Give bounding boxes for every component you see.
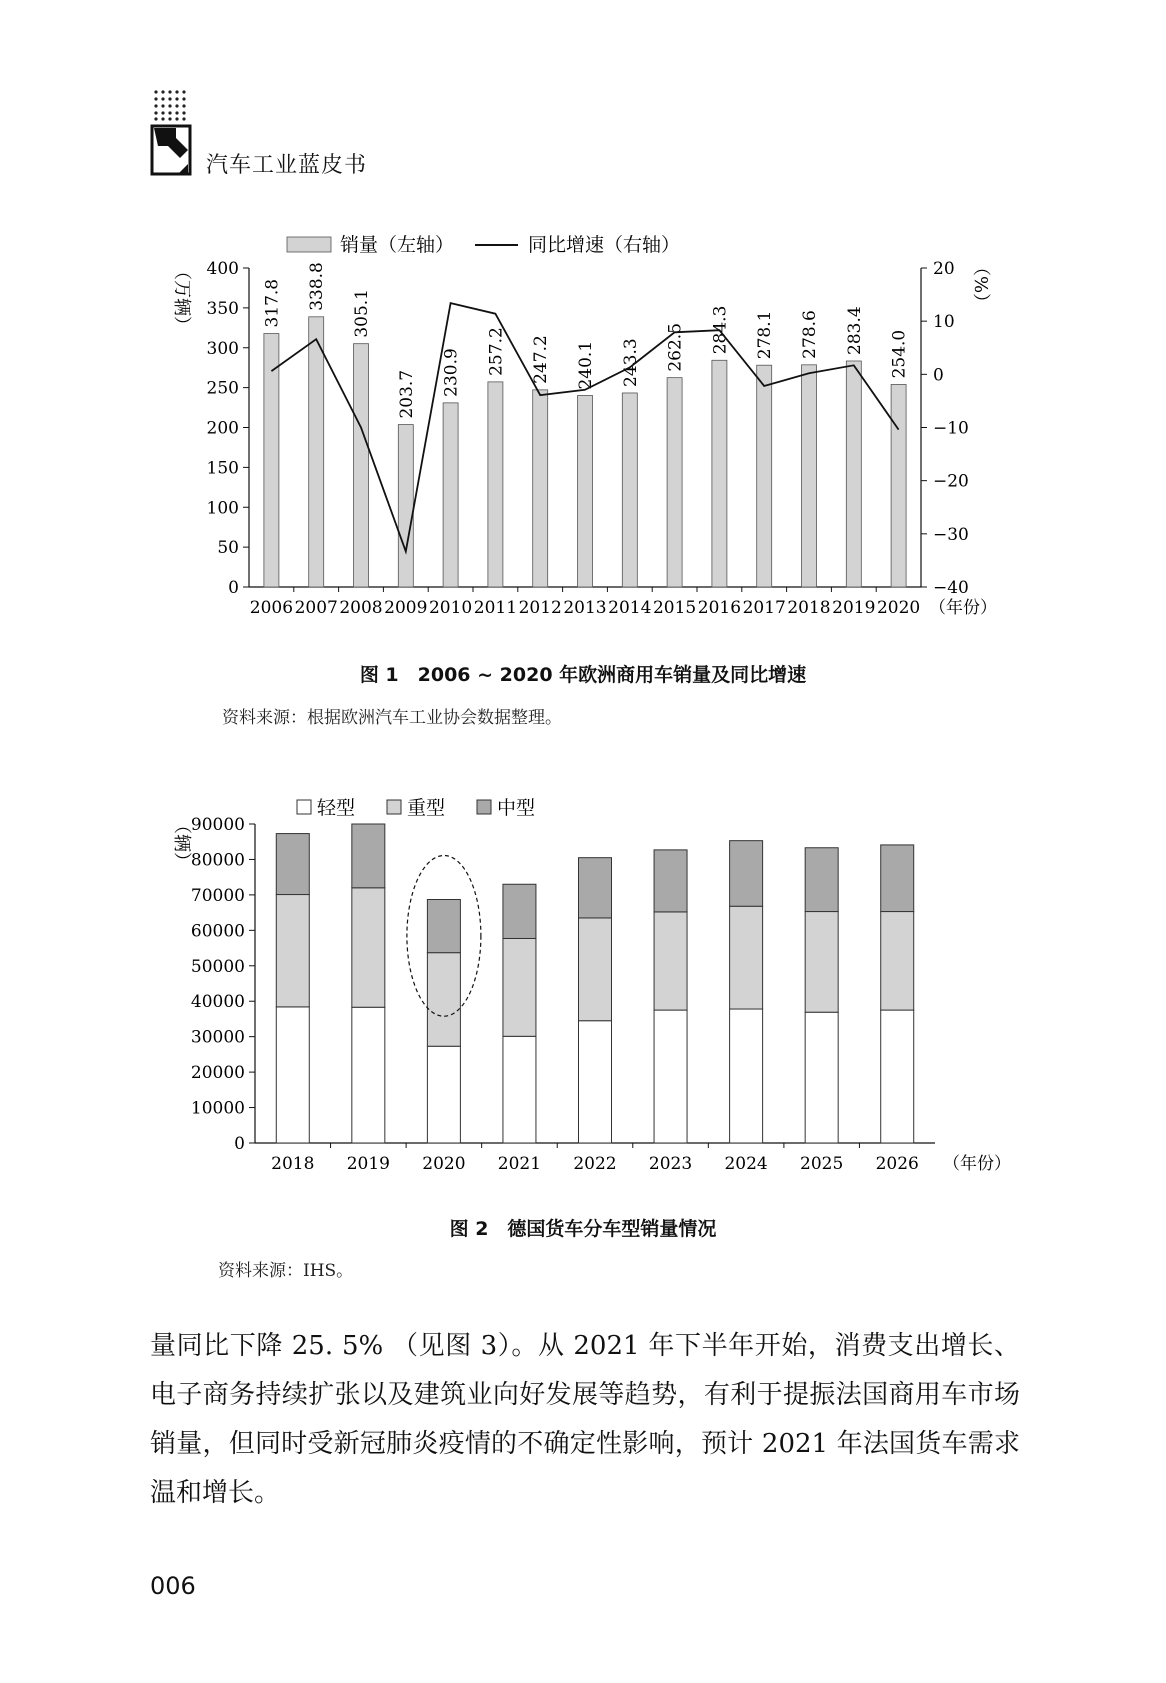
right-tick-label: −20 — [933, 471, 969, 492]
legend-line-label: 同比增速（右轴） — [528, 234, 681, 256]
sales-bar-label-2006: 317.8 — [262, 278, 283, 328]
x-tick-label: 2011 — [473, 598, 518, 618]
legend-label-轻型: 轻型 — [317, 797, 356, 819]
left-tick-label: 150 — [206, 458, 239, 479]
x-tick-label: 2022 — [573, 1154, 617, 1174]
bar-轻型-2026 — [881, 1010, 914, 1143]
sales-bar-label-2019: 283.4 — [844, 306, 865, 355]
sales-bar-2014 — [622, 393, 637, 587]
sales-bar-label-2017: 278.1 — [755, 310, 776, 360]
bar-中型-2018 — [276, 834, 309, 895]
x-tick-label: 2020 — [422, 1154, 466, 1174]
left-tick-label: 350 — [206, 298, 239, 319]
y-tick-label: 20000 — [190, 1063, 245, 1084]
sales-bar-2013 — [578, 396, 593, 587]
sales-bar-2006 — [264, 334, 279, 587]
right-tick-label: 0 — [933, 365, 944, 386]
x-tick-label: 2016 — [697, 598, 742, 618]
x-tick-label: 2015 — [652, 598, 697, 618]
sales-bar-2016 — [712, 360, 727, 587]
x-tick-label: 2018 — [271, 1154, 315, 1174]
sales-bar-2020 — [891, 384, 906, 587]
right-tick-label: −40 — [933, 578, 969, 598]
bar-重型-2021 — [503, 938, 536, 1036]
y-tick-label: 30000 — [190, 1027, 245, 1048]
right-tick-label: 10 — [933, 312, 955, 333]
sales-bar-2007 — [309, 317, 324, 587]
x-tick-label: 2024 — [724, 1154, 768, 1174]
bar-中型-2020 — [427, 899, 460, 952]
bar-重型-2025 — [805, 912, 838, 1013]
bar-中型-2022 — [579, 858, 612, 918]
figure1-source: 资料来源：根据欧洲汽车工业协会数据整理。 — [222, 708, 562, 728]
bar-轻型-2024 — [730, 1009, 763, 1143]
chart-sales-and-growth — [171, 234, 997, 618]
sales-bar-2017 — [757, 365, 772, 587]
book-title: 汽车工业蓝皮书 — [206, 153, 368, 178]
y-tick-label: 40000 — [190, 992, 245, 1013]
bar-轻型-2019 — [352, 1007, 385, 1143]
y-tick-label: 70000 — [190, 885, 245, 906]
sales-bar-label-2009: 203.7 — [396, 369, 417, 419]
x-tick-label: 2025 — [800, 1154, 844, 1174]
x-tick-label: 2008 — [339, 598, 383, 618]
right-tick-label: 20 — [933, 259, 955, 279]
sales-bar-label-2011: 257.2 — [486, 327, 507, 376]
bar-重型-2019 — [352, 888, 385, 1007]
x-tick-label: 2023 — [648, 1154, 693, 1174]
bar-轻型-2023 — [654, 1010, 687, 1143]
page-number: 006 — [150, 1572, 196, 1600]
bar-轻型-2025 — [805, 1012, 838, 1143]
sales-bar-2012 — [533, 390, 548, 587]
sales-bar-label-2007: 338.8 — [307, 262, 328, 311]
y-tick-label: 60000 — [190, 921, 245, 942]
sales-bar-label-2018: 278.6 — [800, 310, 820, 359]
sales-bar-label-2015: 262.5 — [665, 322, 686, 372]
bar-轻型-2018 — [276, 1007, 309, 1143]
left-tick-label: 250 — [206, 378, 239, 399]
bar-中型-2025 — [805, 848, 838, 912]
x-tick-label: 2021 — [497, 1154, 542, 1174]
right-axis-label: （%） — [970, 258, 991, 312]
right-tick-label: −10 — [933, 418, 969, 439]
x-axis-label: （年份） — [943, 1154, 1011, 1174]
left-axis-label: （万辆） — [171, 262, 192, 334]
sales-bar-2019 — [846, 361, 861, 587]
x-tick-label: 2026 — [875, 1154, 919, 1174]
bar-轻型-2022 — [579, 1021, 612, 1143]
legend-label-重型: 重型 — [407, 797, 446, 819]
body-paragraph: 量同比下降 25. 5% （见图 3）。从 2021 年下半年开始，消费支出增长、电子商务持续扩张以及建筑业向好发展等趋势，有利于提振法国商用车市场销量，但同时受新冠肺炎疫情的不确定性影响，预计 2021 年法国货车需求温和增长。 — [150, 1331, 1020, 1508]
left-tick-label: 100 — [206, 498, 239, 519]
sales-bar-2018 — [802, 365, 817, 587]
sales-bar-label-2020: 254.0 — [889, 329, 910, 379]
bar-中型-2026 — [881, 845, 914, 912]
x-tick-label: 2014 — [608, 598, 652, 618]
x-tick-label: 2017 — [742, 598, 786, 618]
left-tick-label: 200 — [206, 418, 239, 439]
legend-swatch-轻型 — [297, 800, 311, 814]
sales-bar-2015 — [667, 378, 682, 587]
sales-bar-label-2008: 305.1 — [352, 289, 372, 338]
sales-bar-2011 — [488, 382, 503, 587]
sales-bar-label-2010: 230.9 — [441, 348, 462, 397]
figure1-caption: 图 1 2006 ~ 2020 年欧洲商用车销量及同比增速 — [359, 664, 807, 686]
bar-中型-2021 — [503, 884, 536, 938]
bar-重型-2022 — [579, 918, 612, 1021]
legend-label-中型: 中型 — [497, 797, 536, 819]
bar-中型-2023 — [654, 850, 687, 912]
x-tick-label: 2007 — [294, 598, 338, 618]
legend-swatch-重型 — [387, 800, 401, 814]
bar-中型-2019 — [352, 824, 385, 888]
left-tick-label: 0 — [228, 578, 239, 598]
bar-中型-2024 — [730, 841, 763, 907]
bar-轻型-2021 — [503, 1036, 536, 1143]
x-axis-label: （年份） — [929, 598, 997, 618]
y-tick-label: 80000 — [190, 850, 245, 871]
left-tick-label: 300 — [206, 338, 239, 359]
figure2-caption: 图 2 德国货车分车型销量情况 — [449, 1218, 717, 1240]
bar-轻型-2020 — [427, 1046, 460, 1143]
sales-bar-label-2013: 240.1 — [576, 340, 596, 390]
sales-bar-label-2016: 284.3 — [710, 305, 731, 355]
left-tick-label: 400 — [206, 259, 239, 279]
bar-重型-2024 — [730, 906, 763, 1009]
legend-bar-label: 销量（左轴） — [340, 234, 455, 256]
legend-bar-swatch — [287, 237, 331, 252]
x-tick-label: 2019 — [346, 1154, 390, 1174]
y-tick-label: 0 — [234, 1134, 245, 1154]
x-tick-label: 2010 — [428, 598, 473, 618]
x-tick-label: 2013 — [563, 598, 607, 618]
y-tick-label: 90000 — [190, 815, 245, 835]
x-tick-label: 2006 — [249, 598, 294, 618]
x-tick-label: 2009 — [384, 598, 428, 618]
sales-bar-2009 — [398, 425, 413, 587]
bar-重型-2026 — [881, 912, 914, 1011]
bar-重型-2020 — [427, 953, 460, 1047]
left-tick-label: 50 — [217, 538, 239, 559]
figure2-source: 资料来源：IHS。 — [218, 1261, 354, 1281]
y-tick-label: 10000 — [190, 1098, 245, 1119]
sales-bar-label-2014: 243.3 — [620, 338, 641, 387]
sales-bar-2010 — [443, 403, 458, 587]
y-axis-label: （辆） — [171, 816, 192, 870]
sales-bar-label-2012: 247.2 — [531, 335, 552, 384]
legend-swatch-中型 — [477, 800, 491, 814]
x-tick-label: 2019 — [832, 598, 876, 618]
x-tick-label: 2020 — [876, 598, 921, 618]
y-tick-label: 50000 — [190, 956, 245, 977]
x-tick-label: 2018 — [787, 598, 831, 618]
sales-bar-2008 — [354, 344, 369, 587]
right-tick-label: −30 — [933, 524, 969, 545]
x-tick-label: 2012 — [518, 598, 562, 618]
bar-重型-2023 — [654, 912, 687, 1010]
chart-germany-truck-sales — [171, 797, 1011, 1174]
bar-重型-2018 — [276, 895, 309, 1007]
